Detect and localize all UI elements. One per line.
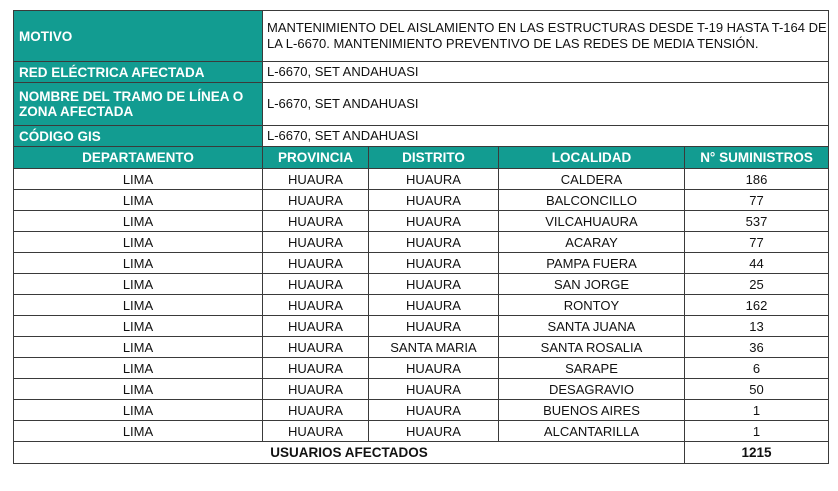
table-row [14,274,829,295]
localidad-cell: ALCANTARILLA [499,421,685,442]
departamento-cell: LIMA [14,358,263,379]
departamento-cell: LIMA [14,337,263,358]
suministros-cell: 36 [685,337,829,358]
table-row [14,400,829,421]
provincia-cell: HUAURA [263,337,369,358]
provincia-cell: HUAURA [263,274,369,295]
distrito-cell: HUAURA [369,211,499,232]
localidad-cell: SARAPE [499,358,685,379]
departamento-cell: LIMA [14,253,263,274]
departamento-cell: LIMA [14,316,263,337]
departamento-cell: LIMA [14,379,263,400]
table-row [14,295,829,316]
tramo-row [14,83,829,126]
motivo-row [14,11,829,62]
outage-notice-table [13,10,829,464]
header-localidad: LOCALIDAD [499,147,685,169]
localidad-cell: SANTA JUANA [499,316,685,337]
total-row [14,442,829,464]
total-value: 1215 [685,442,829,464]
gis-label: CÓDIGO GIS [14,126,263,147]
red-value: L-6670, SET ANDAHUASI [263,62,829,83]
departamento-cell: LIMA [14,211,263,232]
distrito-cell: HUAURA [369,253,499,274]
suministros-cell: 186 [685,169,829,190]
tramo-value: L-6670, SET ANDAHUASI [263,83,829,126]
departamento-cell: LIMA [14,421,263,442]
suministros-cell: 13 [685,316,829,337]
departamento-cell: LIMA [14,400,263,421]
provincia-cell: HUAURA [263,211,369,232]
departamento-cell: LIMA [14,232,263,253]
distrito-cell: HUAURA [369,379,499,400]
red-row [14,62,829,83]
provincia-cell: HUAURA [263,232,369,253]
motivo-label: MOTIVO [14,11,263,62]
table-row [14,169,829,190]
provincia-cell: HUAURA [263,358,369,379]
localidad-cell: VILCAHUAURA [499,211,685,232]
provincia-cell: HUAURA [263,379,369,400]
gis-value: L-6670, SET ANDAHUASI [263,126,829,147]
provincia-cell: HUAURA [263,421,369,442]
table-row [14,379,829,400]
table-row [14,190,829,211]
table-row [14,358,829,379]
departamento-cell: LIMA [14,295,263,316]
motivo-value: MANTENIMIENTO DEL AISLAMIENTO EN LAS ESTRUCTURAS DESDE T-19 HASTA T-164 DE LA L-6670. MANTENIMIENTO PREVENTIVO DE LAS REDES DE MEDIA TENSIÓN. [263,11,829,62]
distrito-cell: HUAURA [369,295,499,316]
localidad-cell: CALDERA [499,169,685,190]
distrito-cell: HUAURA [369,358,499,379]
suministros-cell: 50 [685,379,829,400]
column-header-row [14,147,829,169]
suministros-cell: 1 [685,400,829,421]
distrito-cell: HUAURA [369,316,499,337]
suministros-cell: 1 [685,421,829,442]
suministros-cell: 44 [685,253,829,274]
provincia-cell: HUAURA [263,169,369,190]
suministros-cell: 6 [685,358,829,379]
provincia-cell: HUAURA [263,253,369,274]
distrito-cell: HUAURA [369,190,499,211]
suministros-cell: 77 [685,190,829,211]
suministros-cell: 77 [685,232,829,253]
suministros-cell: 162 [685,295,829,316]
departamento-cell: LIMA [14,274,263,295]
provincia-cell: HUAURA [263,295,369,316]
departamento-cell: LIMA [14,169,263,190]
localidad-cell: PAMPA FUERA [499,253,685,274]
table-row [14,316,829,337]
localidad-cell: BUENOS AIRES [499,400,685,421]
provincia-cell: HUAURA [263,190,369,211]
total-label: USUARIOS AFECTADOS [14,442,685,464]
red-label: RED ELÉCTRICA AFECTADA [14,62,263,83]
table-row [14,337,829,358]
distrito-cell: SANTA MARIA [369,337,499,358]
distrito-cell: HUAURA [369,421,499,442]
header-departamento: DEPARTAMENTO [14,147,263,169]
table-row [14,421,829,442]
header-provincia: PROVINCIA [263,147,369,169]
localidad-cell: DESAGRAVIO [499,379,685,400]
provincia-cell: HUAURA [263,400,369,421]
table-row [14,253,829,274]
distrito-cell: HUAURA [369,400,499,421]
localidad-cell: SANTA ROSALIA [499,337,685,358]
suministros-cell: 537 [685,211,829,232]
localidad-cell: ACARAY [499,232,685,253]
departamento-cell: LIMA [14,190,263,211]
localidad-cell: BALCONCILLO [499,190,685,211]
localidad-cell: SAN JORGE [499,274,685,295]
distrito-cell: HUAURA [369,274,499,295]
distrito-cell: HUAURA [369,232,499,253]
gis-row [14,126,829,147]
table-row [14,211,829,232]
table-row [14,232,829,253]
suministros-cell: 25 [685,274,829,295]
distrito-cell: HUAURA [369,169,499,190]
provincia-cell: HUAURA [263,316,369,337]
localidad-cell: RONTOY [499,295,685,316]
header-suministros: N° SUMINISTROS [685,147,829,169]
header-distrito: DISTRITO [369,147,499,169]
tramo-label: NOMBRE DEL TRAMO DE LÍNEA O ZONA AFECTADA [14,83,263,126]
